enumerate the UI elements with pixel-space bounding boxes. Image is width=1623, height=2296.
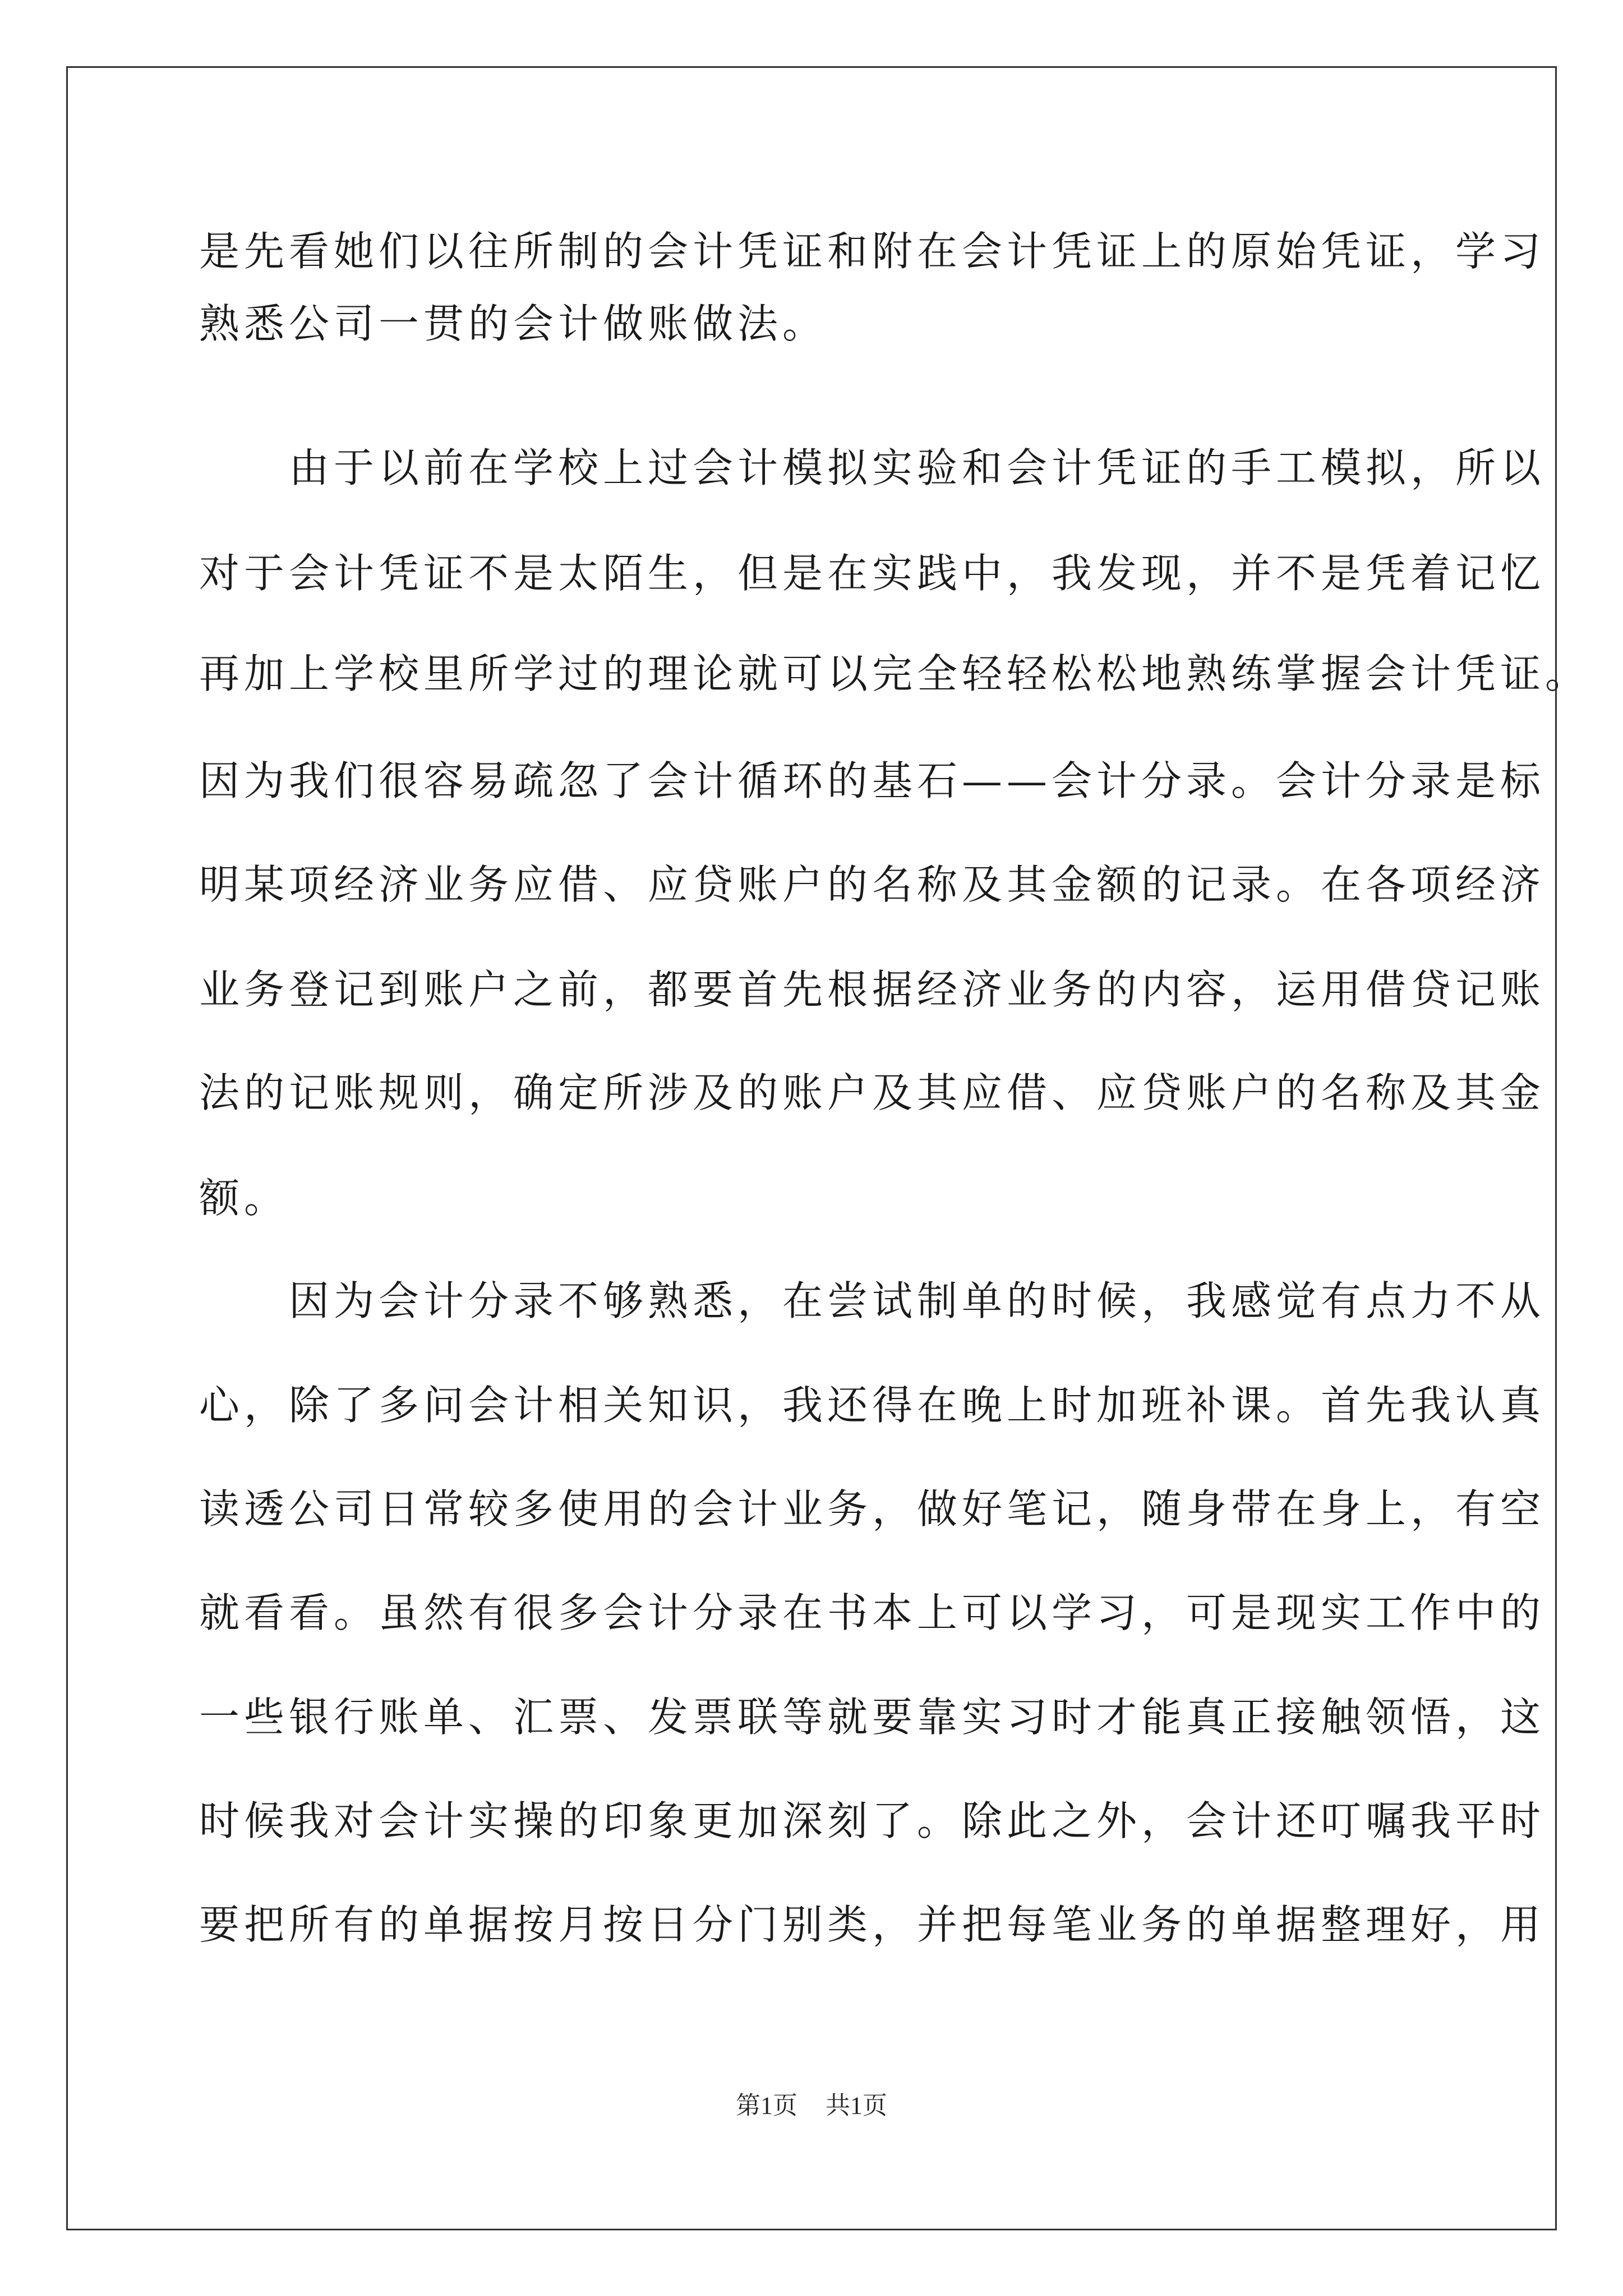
text-line: 法的记账规则，确定所涉及的账户及其应借、应贷账户的名称及其金 <box>199 1069 1546 1116</box>
text-line: 由于以前在学校上过会计模拟实验和会计凭证的手工模拟，所以 <box>199 444 1546 491</box>
text-line: 读透公司日常较多使用的会计业务，做好笔记，随身带在身上，有空 <box>199 1485 1546 1533</box>
text-line: 因为会计分录不够熟悉，在尝试制单的时候，我感觉有点力不从 <box>199 1277 1546 1324</box>
page-number: 第1页 <box>736 2092 797 2119</box>
text-line: 是先看她们以往所制的会计凭证和附在会计凭证上的原始凭证，学习 <box>199 228 1546 275</box>
text-line: 要把所有的单据按月按日分门别类，并把每笔业务的单据整理好，用 <box>199 1901 1546 1948</box>
text-line: 再加上学校里所学过的理论就可以完全轻轻松松地熟练掌握会计凭证。 <box>199 650 1590 697</box>
text-line: 额。 <box>199 1175 289 1222</box>
page-footer <box>0 2093 1623 2118</box>
text-line: 熟悉公司一贯的会计做账做法。 <box>199 300 828 347</box>
text-line: 就看看。虽然有很多会计分录在书本上可以学习，可是现实工作中的 <box>199 1589 1546 1636</box>
text-line: 时候我对会计实操的印象更加深刻了。除此之外，会计还叮嘱我平时 <box>199 1797 1546 1844</box>
page-total: 共1页 <box>826 2092 887 2119</box>
text-line: 心，除了多问会计相关知识，我还得在晚上时加班补课。首先我认真 <box>199 1382 1546 1429</box>
text-line: 对于会计凭证不是太陌生，但是在实践中，我发现，并不是凭着记忆 <box>199 550 1546 597</box>
text-line: 因为我们很容易疏忽了会计循环的基石——会计分录。会计分录是标 <box>199 757 1546 804</box>
text-line: 业务登记到账户之前，都要首先根据经济业务的内容，运用借贷记账 <box>199 966 1546 1013</box>
text-line: 一些银行账单、汇票、发票联等就要靠实习时才能真正接触领悟，这 <box>199 1694 1546 1741</box>
text-line: 明某项经济业务应借、应贷账户的名称及其金额的记录。在各项经济 <box>199 861 1546 908</box>
